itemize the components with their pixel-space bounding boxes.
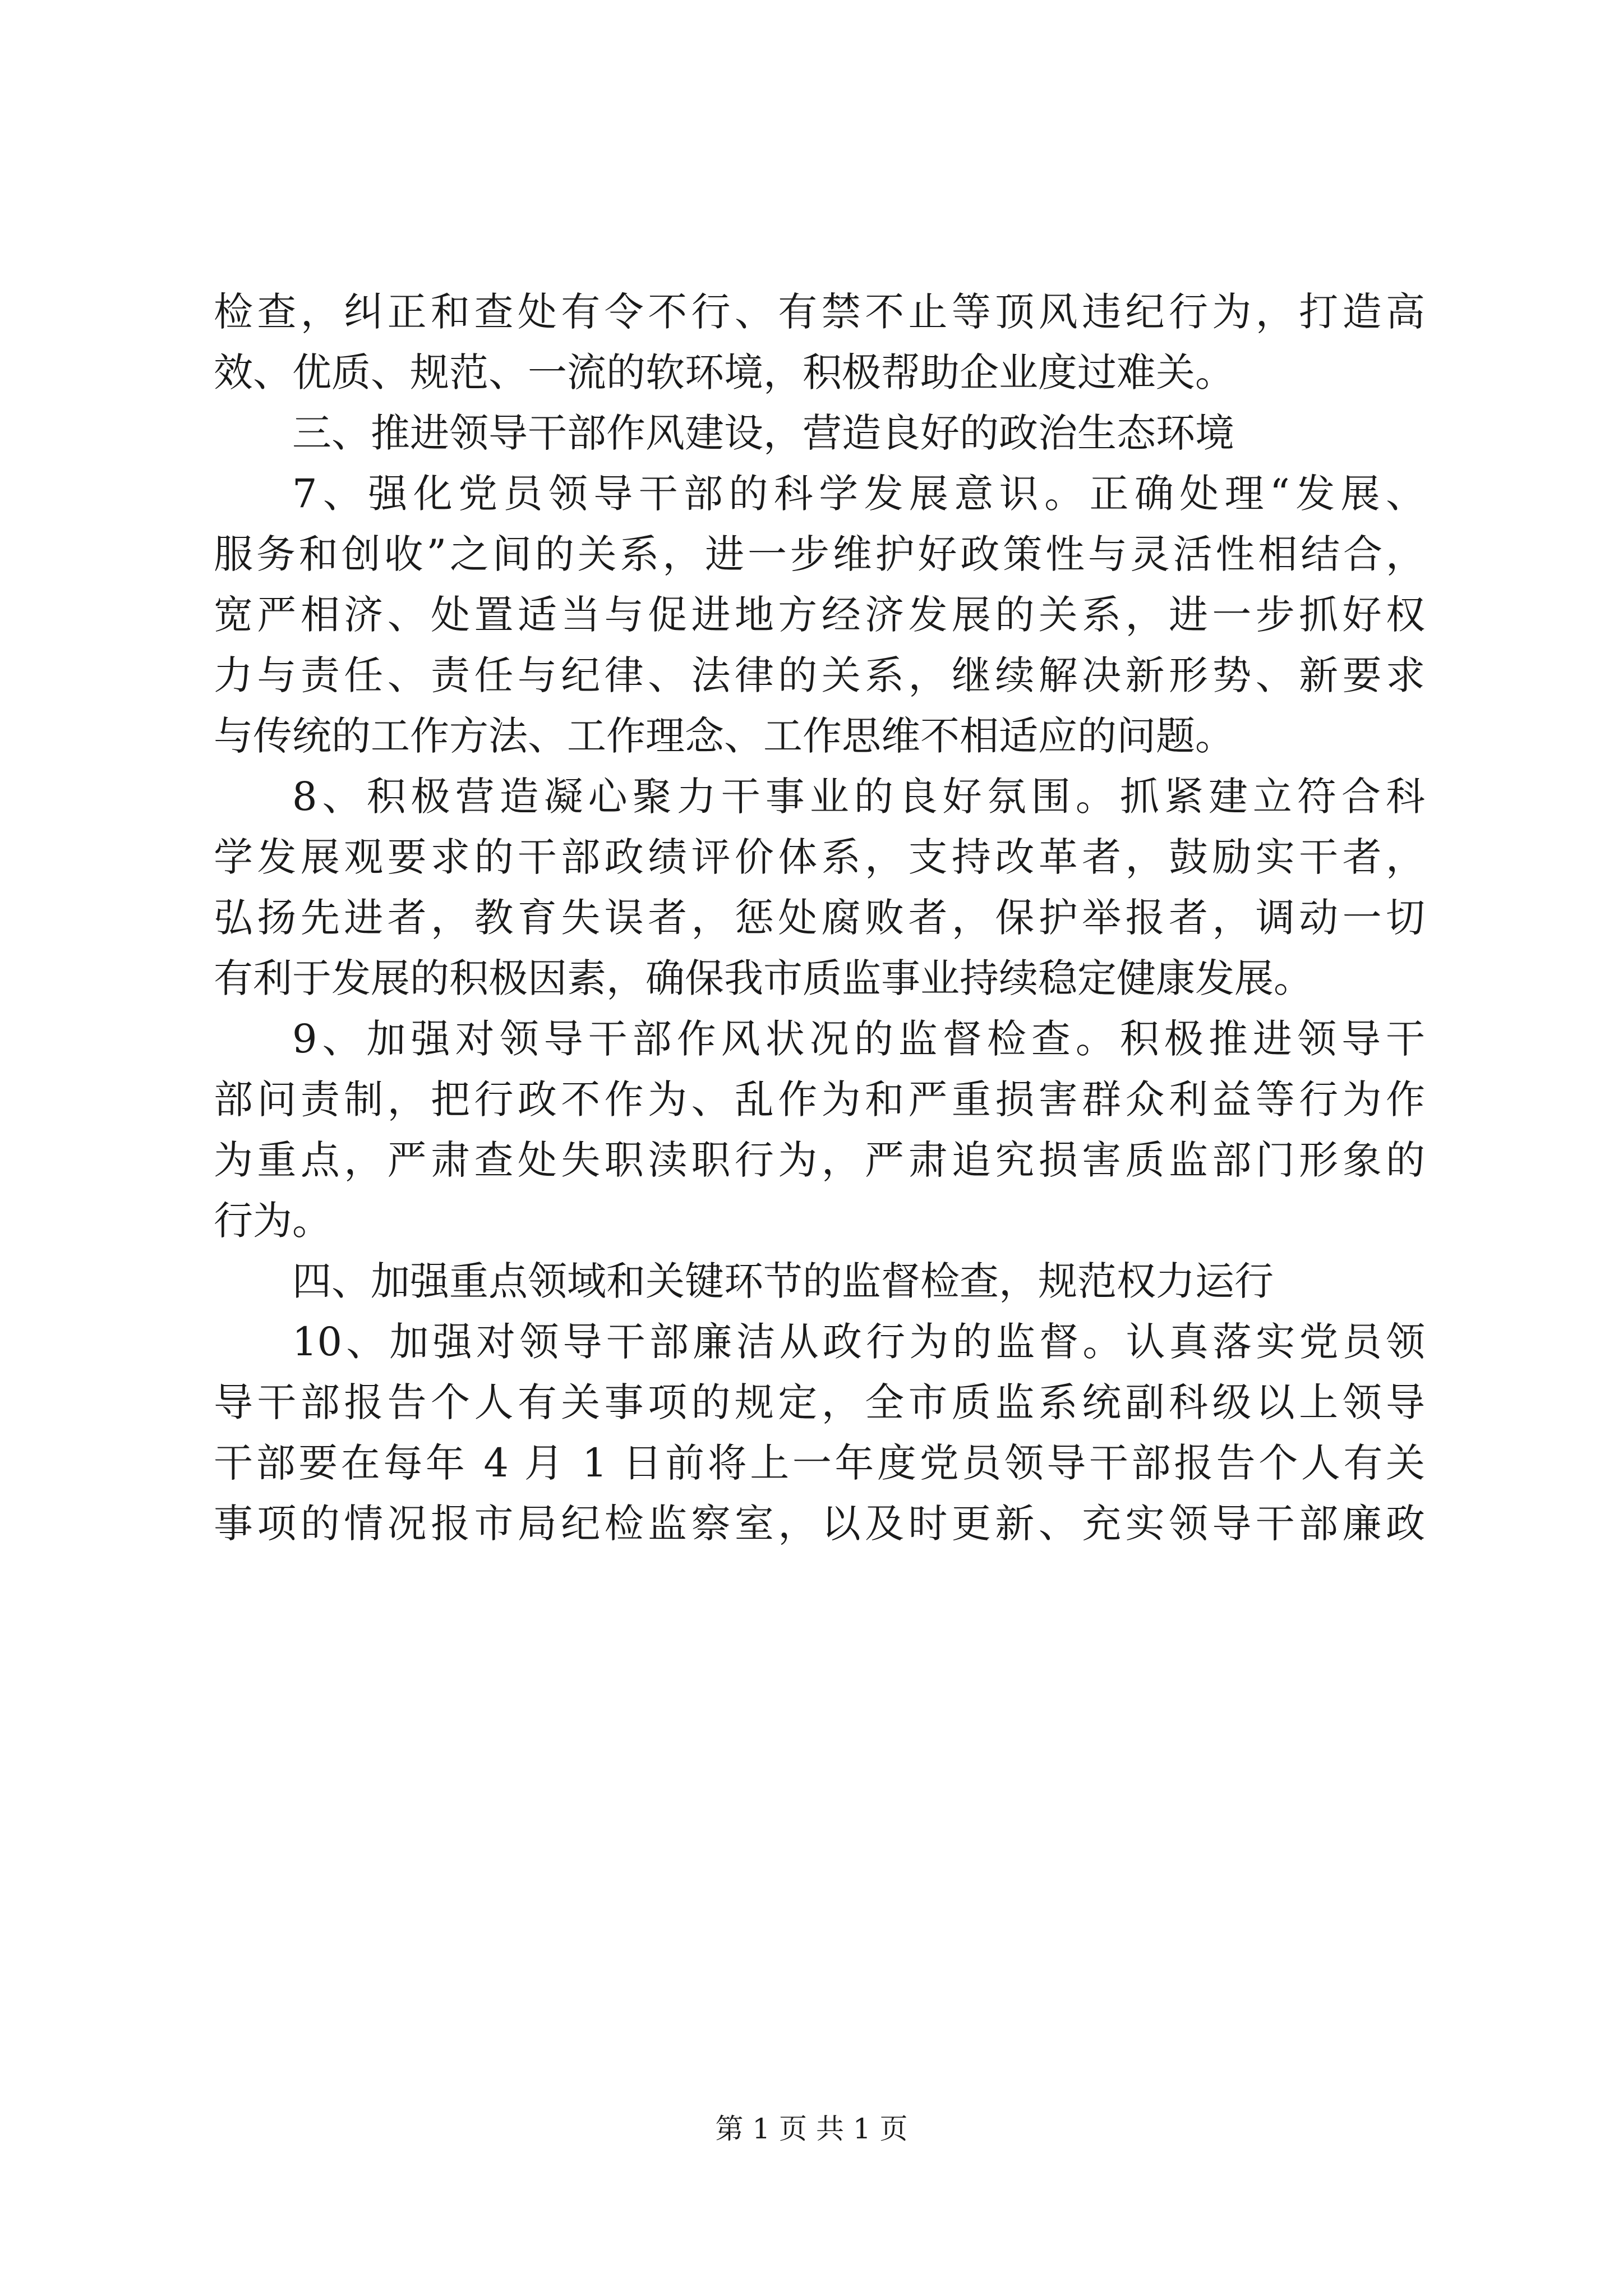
document-body	[214, 282, 1425, 1554]
text-line: 弘扬先进者，教育失误者，惩处腐败者，保护举报者，调动一切	[214, 895, 1425, 941]
text-line: 效、优质、规范、一流的软环境，积极帮助企业度过难关。	[214, 349, 1234, 395]
text-line: 事项的情况报市局纪检监察室，以及时更新、充实领导干部廉政	[214, 1501, 1425, 1547]
text-line: 服务和创收”之间的关系，进一步维护好政策性与灵活性相结合，	[214, 531, 1425, 577]
text-line: 三、推进领导干部作风建设，营造良好的政治生态环境	[292, 410, 1234, 456]
text-line: 与传统的工作方法、工作理念、工作思维不相适应的问题。	[214, 713, 1234, 759]
text-line: 9、加强对领导干部作风状况的监督检查。积极推进领导干	[292, 1016, 1425, 1062]
text-line: 为重点，严肃查处失职渎职行为，严肃追究损害质监部门形象的	[214, 1137, 1425, 1183]
text-line: 10、加强对领导干部廉洁从政行为的监督。认真落实党员领	[292, 1319, 1425, 1365]
text-line: 力与责任、责任与纪律、法律的关系，继续解决新形势、新要求	[214, 652, 1425, 698]
text-line: 检查，纠正和查处有令不行、有禁不止等顶风违纪行为，打造高	[214, 289, 1425, 335]
text-line: 四、加强重点领域和关键环节的监督检查，规范权力运行	[292, 1258, 1274, 1304]
text-line: 导干部报告个人有关事项的规定，全市质监系统副科级以上领导	[214, 1379, 1425, 1425]
text-line: 行为。	[214, 1198, 331, 1244]
text-line: 7、强化党员领导干部的科学发展意识。正确处理“发展、	[292, 471, 1425, 517]
text-line: 学发展观要求的干部政绩评价体系，支持改革者，鼓励实干者，	[214, 834, 1425, 880]
page-footer: 第 1 页 共 1 页	[715, 2113, 908, 2145]
text-line: 宽严相济、处置适当与促进地方经济发展的关系，进一步抓好权	[214, 592, 1425, 638]
text-line: 8、积极营造凝心聚力干事业的良好氛围。抓紧建立符合科	[292, 774, 1425, 820]
text-line: 有利于发展的积极因素，确保我市质监事业持续稳定健康发展。	[214, 955, 1313, 1001]
text-line: 部问责制，把行政不作为、乱作为和严重损害群众利益等行为作	[214, 1076, 1425, 1122]
text-line: 干部要在每年 4 月 1 日前将上一年度党员领导干部报告个人有关	[214, 1440, 1425, 1486]
